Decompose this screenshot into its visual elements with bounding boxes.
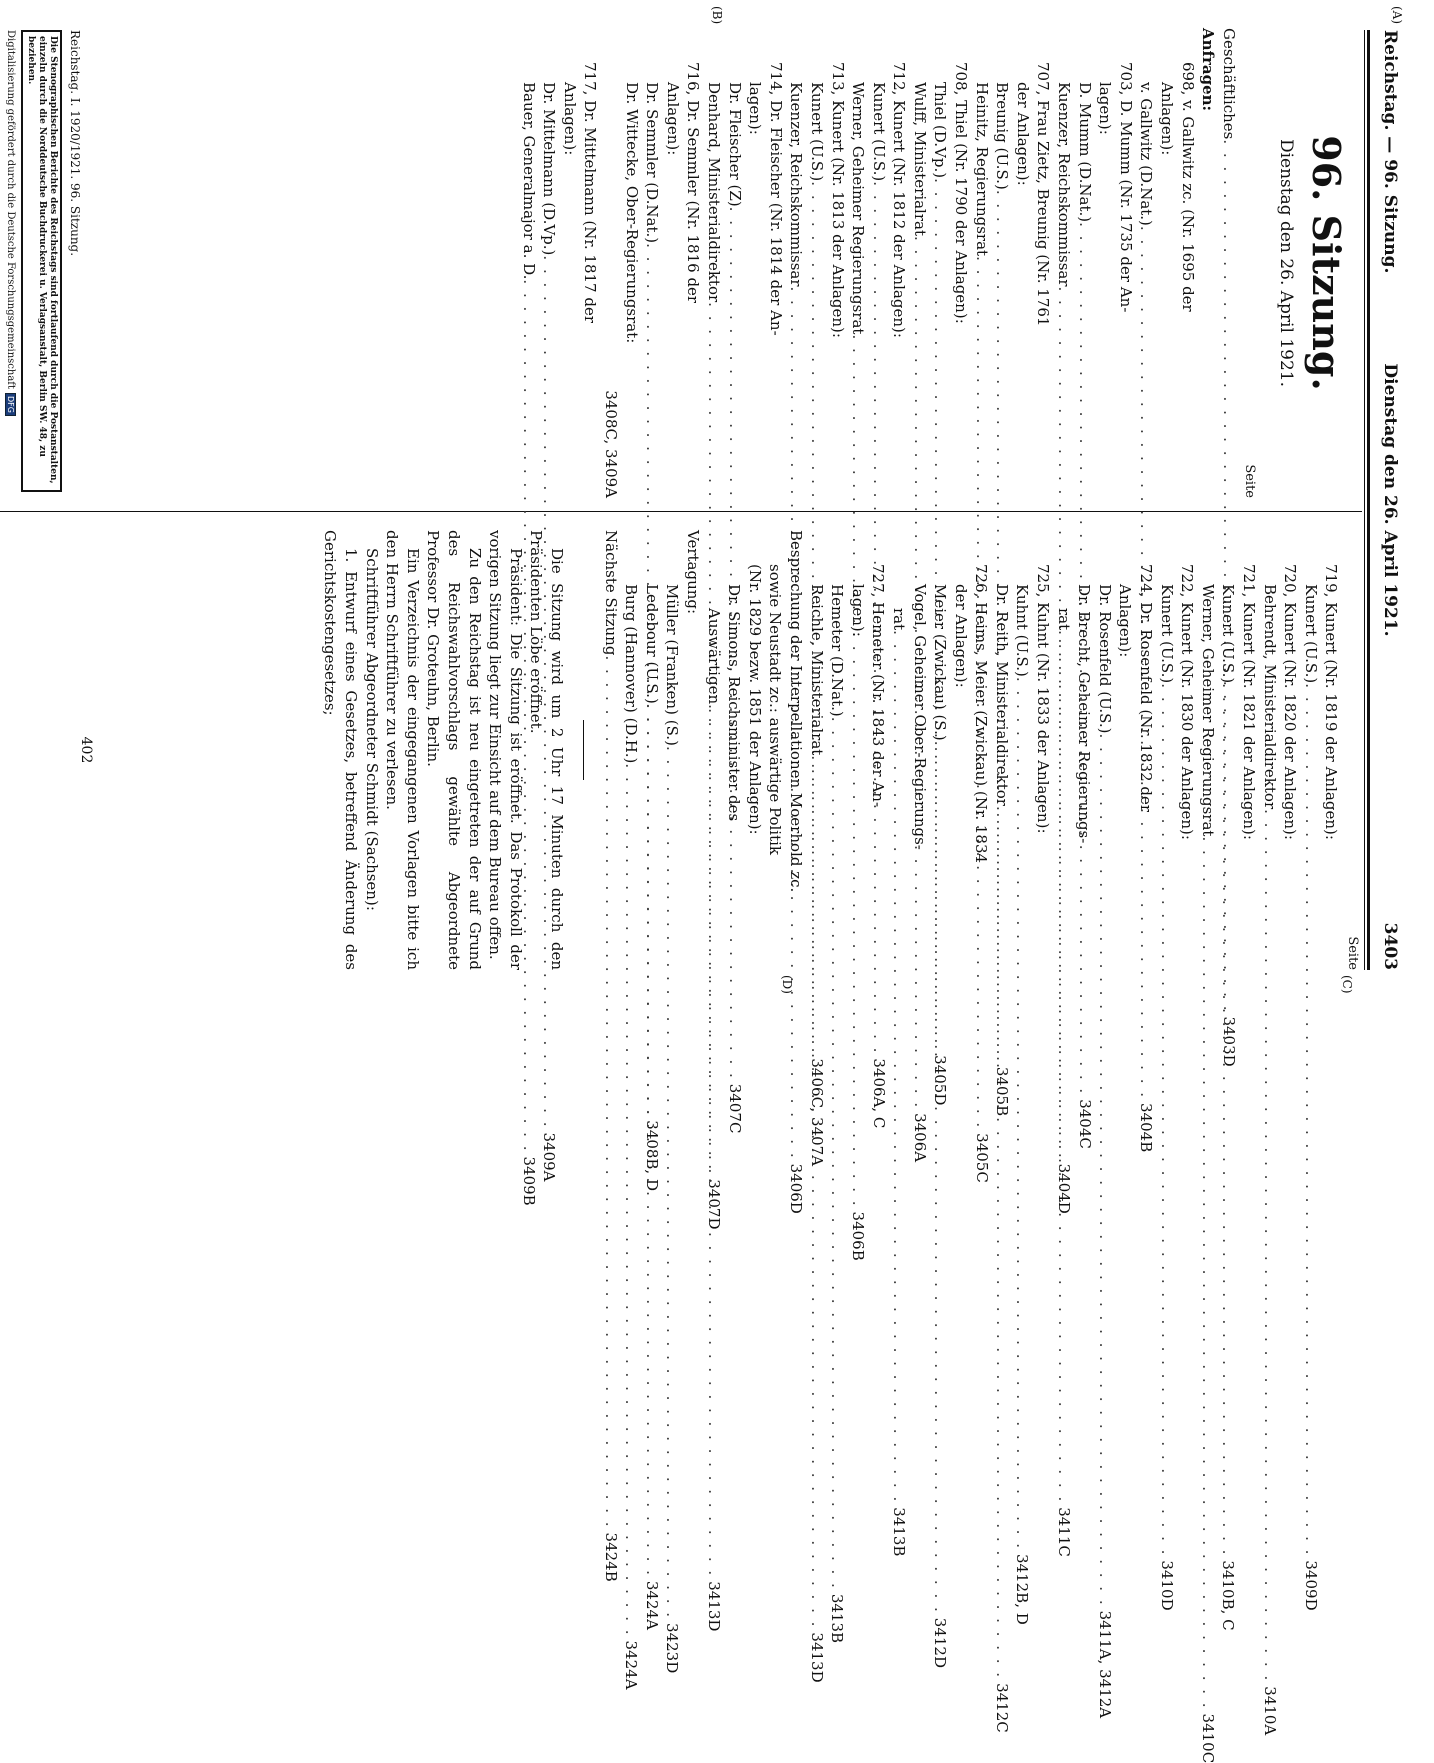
toc-page: 3405B bbox=[993, 1066, 1012, 1117]
toc-page: 3410A bbox=[1260, 1686, 1279, 1736]
column-divider bbox=[0, 511, 1362, 512]
digitization-text: Digitalisierung gefördert durch die Deutsche Forschungsgemeinschaft bbox=[5, 30, 16, 389]
entry-heading: 726, Heims, Meier (Zwickau) (Nr. 1834 bbox=[972, 564, 991, 864]
toc-row bbox=[600, 530, 621, 1582]
dot-leader bbox=[1197, 836, 1218, 1709]
paragraph: Präsident: Die Sitzung ist eröffnet. Das Protokoll der vorigen Sitzung liegt zur Einsicht auf dem Bureau offen. bbox=[486, 530, 525, 970]
toc-text: rat bbox=[1054, 608, 1073, 631]
header-center: Dienstag den 26. April 1921. bbox=[1380, 363, 1400, 637]
toc-text: Hemeter (D.Nat.) bbox=[828, 584, 847, 717]
toc-text: Müller (Franken) (S.) bbox=[663, 584, 682, 746]
toc-page: 3409D bbox=[1301, 1560, 1320, 1611]
toc-page: 3424A bbox=[622, 1640, 641, 1690]
dot-leader bbox=[1259, 809, 1280, 1682]
entry-heading: 720, Kunert (Nr. 1820 der Anlagen): bbox=[1281, 564, 1300, 840]
toc-row bbox=[909, 530, 930, 970]
toc-text: Dr. Fleischer (Z) bbox=[725, 82, 744, 207]
toc-text: Kuenzer, Reichskommissar bbox=[1055, 82, 1074, 287]
seite-label-right: Seite bbox=[1345, 936, 1360, 970]
section-rule bbox=[583, 720, 584, 780]
toc-row bbox=[724, 530, 745, 970]
dot-leader bbox=[888, 630, 909, 1503]
entry-heading: Anlagen): bbox=[1158, 82, 1177, 156]
toc-page: 3404B bbox=[1137, 1103, 1156, 1153]
toc-text: Dr. Mittelmann (D.Vp.) bbox=[540, 82, 559, 256]
toc-text: Wulff, Ministerialrat bbox=[910, 82, 929, 236]
paragraph: Die Sitzung wird um 2 Uhr 17 Minuten durch den Präsidenten Löbe eröffnet. bbox=[527, 530, 567, 970]
dot-leader bbox=[806, 755, 827, 1628]
toc-page: 3409B bbox=[519, 1156, 538, 1206]
toc-row bbox=[1197, 530, 1218, 1763]
toc-page: 3412B, D bbox=[1013, 1554, 1032, 1625]
entry-heading: lagen): bbox=[1096, 82, 1115, 135]
dot-leader bbox=[600, 655, 621, 1528]
entry-heading: 716, Dr. Semmler (Nr. 1816 der bbox=[684, 62, 703, 304]
margin-mark-a: (A) bbox=[1390, 6, 1404, 25]
besprechung-line: sowie Neustadt zc.: auswärtige Politik bbox=[766, 564, 785, 855]
entry-heading: 713, Kunert (Nr. 1813 der Anlagen): bbox=[828, 62, 847, 338]
toc-page: 3404D bbox=[1055, 1163, 1074, 1214]
toc-page: 3411C bbox=[1054, 1507, 1073, 1557]
dot-leader bbox=[621, 763, 642, 1636]
toc-page: 3423D bbox=[663, 1623, 682, 1674]
entry-heading: 725, Kuhnt (Nr. 1833 der Anlagen): bbox=[1034, 564, 1053, 834]
entry-heading: 727, Hemeter (Nr. 1843 der An- bbox=[869, 564, 888, 808]
toc-text: Kuenzer, Reichskommissar bbox=[787, 82, 806, 287]
toc-text: Behrendt, Ministerialdirektor bbox=[1260, 584, 1279, 810]
toc-text: Heinitz, Regierungsrat bbox=[972, 82, 991, 257]
toc-row bbox=[827, 530, 848, 1644]
toc-row bbox=[600, 28, 621, 498]
toc-row bbox=[621, 530, 642, 1690]
entry-heading: 719, Kunert (Nr. 1819 der Anlagen): bbox=[1322, 564, 1341, 840]
toc-row bbox=[888, 530, 909, 1557]
toc-page: 3405D bbox=[931, 1055, 950, 1106]
toc-page: 3412D bbox=[931, 1617, 950, 1668]
toc-text: Auswärtigen bbox=[704, 608, 723, 705]
dot-leader bbox=[1053, 630, 1074, 1503]
toc-text: Kuhnt (U.S.) bbox=[1013, 584, 1032, 677]
entry-heading: 724, Dr. Rosenfeld (Nr. 1832 der bbox=[1137, 564, 1156, 813]
entry-heading: 717, Dr. Mittelmann (Nr. 1817 der bbox=[581, 62, 600, 324]
header-rule-thick bbox=[1367, 30, 1370, 970]
toc-page: 3424B bbox=[601, 1532, 620, 1582]
toc-row bbox=[518, 28, 539, 1206]
toc-text: Kunert (U.S.) bbox=[1301, 584, 1320, 684]
toc-text: Kunert (U.S.) bbox=[807, 82, 826, 182]
footer-reference: Reichstag. I. 1920/1921. 96. Sitzung. bbox=[68, 30, 82, 257]
toc-text: v. Gallwitz (D.Nat.) bbox=[1137, 82, 1156, 226]
dfg-logo: DFG bbox=[5, 393, 16, 416]
toc-text: Thiel (D.Vp.) bbox=[931, 82, 950, 179]
dot-leader bbox=[1300, 683, 1321, 1556]
besprechung-line: (Nr. 1829 bezw. 1851 der Anlagen): bbox=[745, 564, 764, 835]
paragraph: Schriftführer Abgeordneter Schmidt (Sachsen): bbox=[362, 548, 381, 911]
toc-page: 3411A, 3412A bbox=[1095, 1610, 1114, 1719]
entry-heading: lagen): bbox=[746, 82, 765, 135]
toc-row bbox=[1012, 530, 1033, 1625]
toc-page: 3407D bbox=[704, 1179, 723, 1230]
toc-row bbox=[1156, 530, 1177, 1611]
toc-page: 3405C bbox=[972, 1133, 991, 1183]
toc-row bbox=[662, 530, 683, 1674]
dot-leader bbox=[1156, 683, 1177, 1556]
entry-heading: 712, Kunert (Nr. 1812 der Anlagen): bbox=[890, 62, 909, 338]
toc-page: 3406B bbox=[849, 1211, 868, 1261]
toc-text: Dr. Wittecke, Ober-Regierungsrat: bbox=[622, 82, 641, 344]
toc-page: 3406C, 3407A bbox=[807, 1058, 826, 1167]
footer-notice: Die Stenographischen Berichte des Reichstags sind fortlaufend durch die Postanstalten, einzeln durch die Norddeutsche Buchdruckerei u. Verlagsanstalt, Berlin SW. 48, zu beziehen. bbox=[21, 30, 62, 492]
toc-page: 3410B, C bbox=[1219, 1560, 1238, 1631]
toc-text: Burg (Hannover) (D.H.) bbox=[622, 584, 641, 764]
toc-text: Dr. Rosenfeld (U.S.) bbox=[1095, 584, 1114, 734]
anfragen-heading: Anfragen: bbox=[1199, 28, 1218, 112]
entry-heading: 721, Kunert (Nr. 1821 der Anlagen): bbox=[1240, 564, 1259, 840]
paragraph: Ein Verzeichnis der eingegangenen Vorlagen bitte ich den Herrn Schriftführer zu verlesen. bbox=[383, 530, 422, 970]
toc-text: Ledebour (U.S.) bbox=[642, 584, 661, 704]
toc-text: Kunert (U.S.) bbox=[1157, 584, 1176, 684]
seite-label: Seite bbox=[1242, 464, 1258, 498]
toc-text: Kunert (U.S.) bbox=[869, 82, 888, 182]
toc-page: 3407C bbox=[725, 1083, 744, 1134]
digitization-credit bbox=[5, 30, 16, 416]
toc-text: Kunert (U.S.) bbox=[1219, 584, 1238, 684]
entry-heading: 714, Dr. Fleischer (Nr. 1814 der An- bbox=[766, 62, 785, 336]
dot-leader bbox=[827, 717, 848, 1590]
margin-mark-b: (B) bbox=[710, 6, 724, 25]
session-date: Dienstag den 26. April 1921. bbox=[1276, 138, 1296, 388]
dot-leader bbox=[703, 704, 724, 1577]
entry-heading: der Anlagen): bbox=[951, 584, 970, 688]
proceedings-text bbox=[320, 530, 567, 970]
header-page-number: 3403 bbox=[1380, 922, 1400, 970]
entry-heading: 703, D. Mumm (Nr. 1735 der An- bbox=[1116, 62, 1135, 313]
dot-leader bbox=[641, 704, 662, 1577]
toc-page: 3403D bbox=[1219, 1016, 1238, 1067]
besprechung-line: Besprechung der Interpellationen Moerhold zc. bbox=[786, 530, 805, 893]
toc-text: Nächste Sitzung bbox=[601, 530, 620, 656]
toc-page: 3412C bbox=[992, 1683, 1011, 1733]
dot-leader bbox=[662, 746, 683, 1619]
dot-leader bbox=[1218, 683, 1239, 1556]
toc-row bbox=[1094, 530, 1115, 1719]
toc-page: 3410D bbox=[1157, 1560, 1176, 1611]
toc-text: Breunig (U.S.) bbox=[993, 82, 1012, 190]
header-rule-thin bbox=[1364, 30, 1365, 970]
toc-page: 3413B bbox=[828, 1593, 847, 1644]
entry-heading: 698, v. Gallwitz zc. (Nr. 1695 der bbox=[1178, 62, 1197, 312]
toc-text: rat bbox=[889, 608, 908, 631]
margin-mark-c: (C) bbox=[1340, 975, 1354, 994]
toc-text: Meier (Zwickau) (S.) bbox=[931, 584, 950, 741]
toc-page: 3409A bbox=[540, 1132, 559, 1182]
entry-heading: der Anlagen): bbox=[1013, 82, 1032, 186]
running-header bbox=[1374, 30, 1400, 970]
column-page-number: 402 bbox=[78, 736, 94, 764]
dot-leader bbox=[930, 741, 951, 1614]
toc-row bbox=[1259, 530, 1280, 1736]
toc-row bbox=[621, 28, 642, 498]
toc-text: Denhard, Ministerialdirektor bbox=[704, 82, 723, 303]
toc-text: D. Mumm (D.Nat.) bbox=[1075, 82, 1094, 223]
entry-heading: Anlagen): bbox=[663, 82, 682, 156]
paragraph: Zu den Reichstag ist neu eingetreten der auf Grund des Reichswahlvorschlags gewählte Abgeordnete Professor Dr. Groteuhn, Berlin. bbox=[424, 530, 484, 970]
entry-heading: 722, Kunert (Nr. 1830 der Anlagen): bbox=[1178, 564, 1197, 840]
toc-text: 3408C, 3409A bbox=[602, 390, 620, 498]
dot-leader bbox=[1094, 734, 1115, 1607]
toc-row bbox=[1300, 530, 1321, 1611]
margin-mark-d: (D) bbox=[780, 975, 794, 994]
entry-heading: Anlagen): bbox=[1116, 584, 1135, 658]
entry-heading: Anlagen): bbox=[560, 82, 579, 156]
toc-page: 3424A bbox=[642, 1580, 661, 1630]
toc-text: Dr. Brecht, Geheimer Regierungs- bbox=[1075, 584, 1094, 844]
entry-heading: 708, Thiel (Nr. 1790 der Anlagen): bbox=[952, 62, 971, 324]
header-left: Reichstag. — 96. Sitzung. bbox=[1380, 30, 1400, 274]
toc-page: 3406A bbox=[910, 1113, 929, 1163]
toc-page: 3406A, C bbox=[869, 1058, 888, 1129]
toc-text: Dr. Reith, Ministerialdirektor bbox=[992, 584, 1011, 806]
toc-row bbox=[1074, 530, 1095, 970]
toc-page: 3404C bbox=[1075, 1099, 1094, 1149]
dot-leader bbox=[991, 806, 1012, 1679]
entry-heading: lagen): bbox=[848, 584, 867, 637]
toc-page: 3413B bbox=[889, 1507, 908, 1557]
toc-text: Dr. Simons, Reichsminister des bbox=[725, 584, 744, 822]
dot-leader bbox=[1012, 677, 1033, 1550]
toc-text: Dr. Semmler (D.Nat.) bbox=[643, 82, 662, 244]
toc-page: 3406D bbox=[787, 1163, 806, 1214]
toc-text: Geschäftliches bbox=[1219, 28, 1238, 140]
toc-text: Werner, Geheimer Regierungsrat bbox=[1198, 584, 1217, 837]
toc-text: Bauer, Generalmajor a. D. bbox=[519, 82, 538, 280]
toc-text: Werner, Geheimer Regierungsrat bbox=[849, 82, 868, 335]
toc-page: 3413D bbox=[807, 1632, 826, 1683]
paragraph: 1. Entwurf eines Gesetzes, betreffend Änderung des Gerichtskostengesetzes; bbox=[321, 530, 361, 970]
toc-text: Reichle, Ministerialrat bbox=[807, 584, 826, 756]
entry-heading: 707, Frau Zietz, Breunig (Nr. 1761 bbox=[1034, 62, 1053, 327]
session-title: 96. Sitzung. bbox=[1304, 135, 1349, 391]
vertagung-heading: Vertagung: bbox=[684, 530, 702, 615]
toc-page: 3413D bbox=[704, 1581, 723, 1632]
toc-page: 3408B, D bbox=[643, 1120, 662, 1191]
toc-text: Vogel, Geheimer Ober-Regierungs- bbox=[910, 584, 929, 850]
toc-page: 3410C bbox=[1198, 1713, 1217, 1763]
